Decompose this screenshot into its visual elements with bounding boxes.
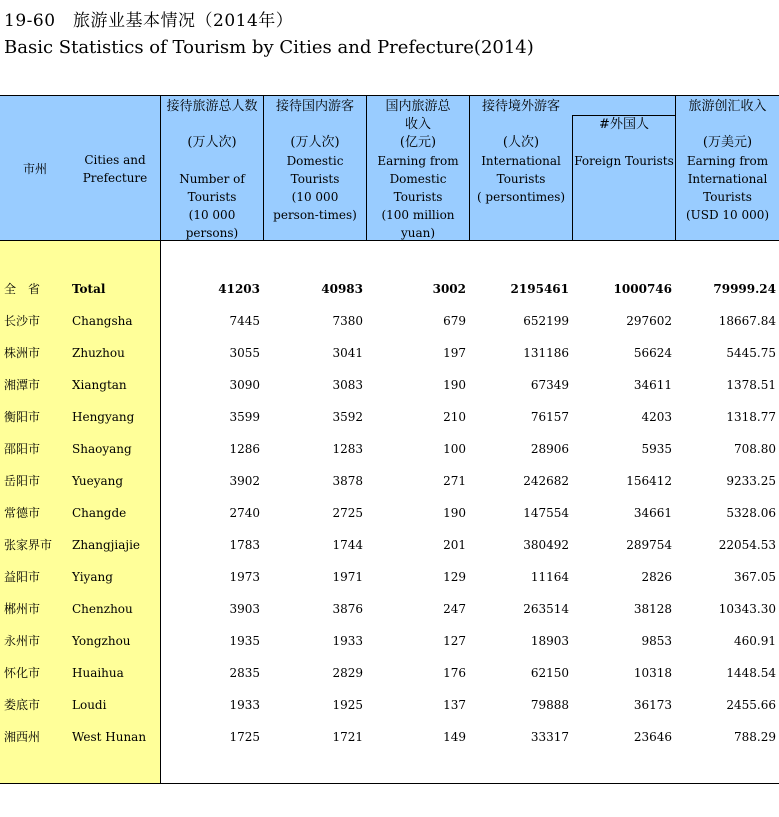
- cell-city-en: Huaihua: [72, 666, 124, 680]
- cell-city-en: Yiyang: [72, 570, 113, 584]
- cell-foreign: 38128: [633, 602, 672, 616]
- cell-city-cn: 湘潭市: [4, 378, 41, 392]
- header-domestic-en: Domestic: [286, 154, 344, 168]
- header-dom-earning-en: yuan): [400, 226, 436, 240]
- cell-intl: 79888: [530, 698, 569, 712]
- cell-city-en: Zhuzhou: [72, 346, 125, 360]
- header-intl-en: International: [481, 154, 561, 168]
- cell-city-cn: 常德市: [4, 506, 41, 520]
- cell-foreign: 10318: [633, 666, 672, 680]
- cell-fx: 788.29: [734, 730, 776, 744]
- header-city-en: Cities and Prefecture: [82, 153, 148, 185]
- header-domestic: [264, 98, 366, 224]
- cell-domestic: 1721: [332, 730, 363, 744]
- cell-domestic: 1971: [332, 570, 363, 584]
- cell-intl: 18903: [530, 634, 569, 648]
- cell-total: 1973: [229, 570, 260, 584]
- cell-city-cn: 湘西州: [4, 730, 41, 744]
- cell-city-cn: 永州市: [4, 634, 41, 648]
- cell-intl: 263514: [523, 602, 569, 616]
- cell-dom-earning: 137: [443, 698, 466, 712]
- cell-dom-earning: 197: [443, 346, 466, 360]
- cell-dom-earning: 247: [443, 602, 466, 616]
- header-intl-unit: (人次): [502, 135, 540, 150]
- cell-city-en: Zhangjiajie: [72, 538, 141, 552]
- cell-intl: 131186: [523, 346, 569, 360]
- cell-total: 1933: [229, 698, 260, 712]
- cell-foreign: 34661: [633, 506, 672, 520]
- cell-foreign: 9853: [641, 634, 672, 648]
- cell-dom-earning: 190: [443, 506, 466, 520]
- cell-fx: 5328.06: [726, 506, 776, 520]
- header-fx-en: Earning from: [686, 154, 769, 168]
- header-fx-en: (USD 10 000): [685, 208, 770, 222]
- cell-dom-earning: 271: [443, 474, 466, 488]
- cell-intl: 380492: [523, 538, 569, 552]
- cell-dom-earning: 129: [443, 570, 466, 584]
- cell-foreign: 23646: [633, 730, 672, 744]
- header-city-cn: 市州: [22, 162, 47, 176]
- header-total-cn: 接待旅游总人数: [166, 99, 258, 114]
- header-domestic-en: (10 000: [291, 190, 339, 204]
- cell-intl: 76157: [530, 410, 569, 424]
- cell-total: 1725: [229, 730, 260, 744]
- header-domestic-en: Tourists: [290, 172, 340, 186]
- cell-dom-earning: 201: [443, 538, 466, 552]
- cell-total: 1286: [229, 442, 260, 456]
- cell-city-en: Changsha: [72, 314, 133, 328]
- header-total-en: Number of: [179, 172, 245, 186]
- cell-domestic: 1744: [332, 538, 363, 552]
- cell-fx: 1318.77: [726, 410, 776, 424]
- cell-domestic: 1283: [332, 442, 363, 456]
- cell-dom-earning: 149: [443, 730, 466, 744]
- cell-city-cn: 岳阳市: [4, 474, 41, 488]
- cell-total: 7445: [229, 314, 260, 328]
- header-total: [161, 98, 263, 242]
- header-dom-earning-en: (100 million: [381, 208, 455, 222]
- cell-city-cn: 郴州市: [4, 602, 41, 616]
- header-dom-earning-en: Domestic: [389, 172, 447, 186]
- header-dom-earning-cn: 国内旅游总: [385, 99, 451, 114]
- cell-city-cn: 娄底市: [4, 698, 41, 712]
- cell-city-cn: 株洲市: [4, 346, 41, 360]
- header-foreign-en: Foreign Tourists: [574, 154, 674, 168]
- cell-intl: 28906: [530, 442, 569, 456]
- header-fx: [676, 98, 779, 224]
- cell-total: 3090: [229, 378, 260, 392]
- cell-intl: 147554: [523, 506, 569, 520]
- cell-city-en: Changde: [72, 506, 127, 520]
- cell-dom-earning: 100: [443, 442, 466, 456]
- cell-fx: 5445.75: [726, 346, 776, 360]
- cell-fx: 18667.84: [718, 314, 776, 328]
- header-foreign: [573, 116, 675, 170]
- cell-city-cn: 张家界市: [4, 538, 53, 552]
- header-dom-earning-en: Tourists: [393, 190, 443, 204]
- header-fx-cn: 旅游创汇收入: [688, 99, 767, 114]
- header-total-unit: (万人次): [187, 135, 237, 150]
- cell-city-cn: 全 省: [4, 282, 41, 296]
- cell-city-cn: 衡阳市: [4, 410, 41, 424]
- cell-foreign: 1000746: [613, 282, 672, 296]
- cell-total: 3599: [229, 410, 260, 424]
- cell-total: 3902: [229, 474, 260, 488]
- cell-city-en: Xiangtan: [72, 378, 127, 392]
- cell-fx: 79999.24: [713, 282, 776, 296]
- cell-fx: 367.05: [734, 570, 776, 584]
- cell-city-en: Shaoyang: [72, 442, 132, 456]
- cell-intl: 62150: [530, 666, 569, 680]
- cell-dom-earning: 3002: [432, 282, 466, 296]
- header-intl: [470, 98, 572, 206]
- cell-total: 1783: [229, 538, 260, 552]
- cell-domestic: 3876: [332, 602, 363, 616]
- header-dom-earning-unit: (亿元): [399, 135, 437, 150]
- cell-city-cn: 长沙市: [4, 314, 41, 328]
- cell-domestic: 2725: [332, 506, 363, 520]
- cell-dom-earning: 190: [443, 378, 466, 392]
- cell-intl: 67349: [530, 378, 569, 392]
- header-dom-earning-cn: 收入: [404, 117, 431, 132]
- cell-foreign: 289754: [626, 538, 672, 552]
- cell-city-en: Yongzhou: [72, 634, 131, 648]
- header-intl-en: ( persontimes): [476, 190, 566, 204]
- cell-domestic: 1933: [332, 634, 363, 648]
- cell-dom-earning: 679: [443, 314, 466, 328]
- header-fx-unit: (万美元): [702, 135, 753, 150]
- page-title-en: Basic Statistics of Tourism by Cities and Prefecture(2014): [4, 37, 534, 58]
- header-fx-en: Tourists: [703, 190, 752, 204]
- cell-city-cn: 怀化市: [4, 666, 41, 680]
- cell-foreign: 36173: [633, 698, 672, 712]
- cell-domestic: 3878: [332, 474, 363, 488]
- cell-domestic: 3083: [332, 378, 363, 392]
- cell-domestic: 7380: [332, 314, 363, 328]
- cell-domestic: 3592: [332, 410, 363, 424]
- header-domestic-cn: 接待国内游客: [275, 99, 354, 114]
- cell-fx: 22054.53: [718, 538, 776, 552]
- header-total-en: Tourists: [187, 190, 237, 204]
- cell-city-en: Chenzhou: [72, 602, 133, 616]
- cell-fx: 460.91: [734, 634, 776, 648]
- cell-foreign: 4203: [641, 410, 672, 424]
- cell-foreign: 156412: [626, 474, 672, 488]
- cell-intl: 2195461: [510, 282, 569, 296]
- table-bottom-rule: [0, 783, 779, 784]
- cell-domestic: 1925: [332, 698, 363, 712]
- cell-intl: 33317: [530, 730, 569, 744]
- header-fx-en: International: [687, 172, 768, 186]
- header-domestic-unit: (万人次): [290, 135, 340, 150]
- cell-dom-earning: 210: [443, 410, 466, 424]
- cell-fx: 708.80: [734, 442, 776, 456]
- cell-domestic: 3041: [332, 346, 363, 360]
- cell-fx: 10343.30: [718, 602, 776, 616]
- cell-fx: 1448.54: [726, 666, 776, 680]
- header-dom-earning: [367, 98, 469, 242]
- cell-total: 3055: [229, 346, 260, 360]
- cell-foreign: 297602: [626, 314, 672, 328]
- header-domestic-en: person-times): [273, 208, 357, 222]
- header-intl-en: Tourists: [496, 172, 546, 186]
- header-intl-cn: 接待境外游客: [481, 99, 560, 114]
- cell-dom-earning: 127: [443, 634, 466, 648]
- cell-intl: 242682: [523, 474, 569, 488]
- cell-intl: 11164: [530, 570, 569, 584]
- cell-city-cn: 益阳市: [4, 570, 41, 584]
- cell-city-cn: 邵阳市: [4, 442, 41, 456]
- cell-total: 3903: [229, 602, 260, 616]
- page-title-cn: 19-60 旅游业基本情况（2014年）: [4, 11, 294, 31]
- cell-foreign: 34611: [633, 378, 672, 392]
- cell-foreign: 2826: [641, 570, 672, 584]
- cell-city-en: Hengyang: [72, 410, 135, 424]
- cell-total: 2740: [229, 506, 260, 520]
- cell-city-en: West Hunan: [72, 730, 147, 744]
- cell-city-en: Total: [72, 282, 106, 296]
- header-total-en: (10 000 persons): [185, 208, 239, 240]
- cell-city-en: Loudi: [72, 698, 107, 712]
- cell-dom-earning: 176: [443, 666, 466, 680]
- cell-domestic: 2829: [332, 666, 363, 680]
- cell-fx: 1378.51: [726, 378, 776, 392]
- cell-city-en: Yueyang: [72, 474, 124, 488]
- cell-foreign: 5935: [641, 442, 672, 456]
- cell-total: 41203: [218, 282, 260, 296]
- cell-total: 1935: [229, 634, 260, 648]
- header-dom-earning-en: Earning from: [377, 154, 459, 168]
- cell-fx: 2455.66: [726, 698, 776, 712]
- cell-total: 2835: [229, 666, 260, 680]
- cell-foreign: 56624: [633, 346, 672, 360]
- cell-intl: 652199: [523, 314, 569, 328]
- cell-fx: 9233.25: [726, 474, 776, 488]
- cell-domestic: 40983: [321, 282, 363, 296]
- header-foreign-cn: #外国人: [599, 117, 649, 132]
